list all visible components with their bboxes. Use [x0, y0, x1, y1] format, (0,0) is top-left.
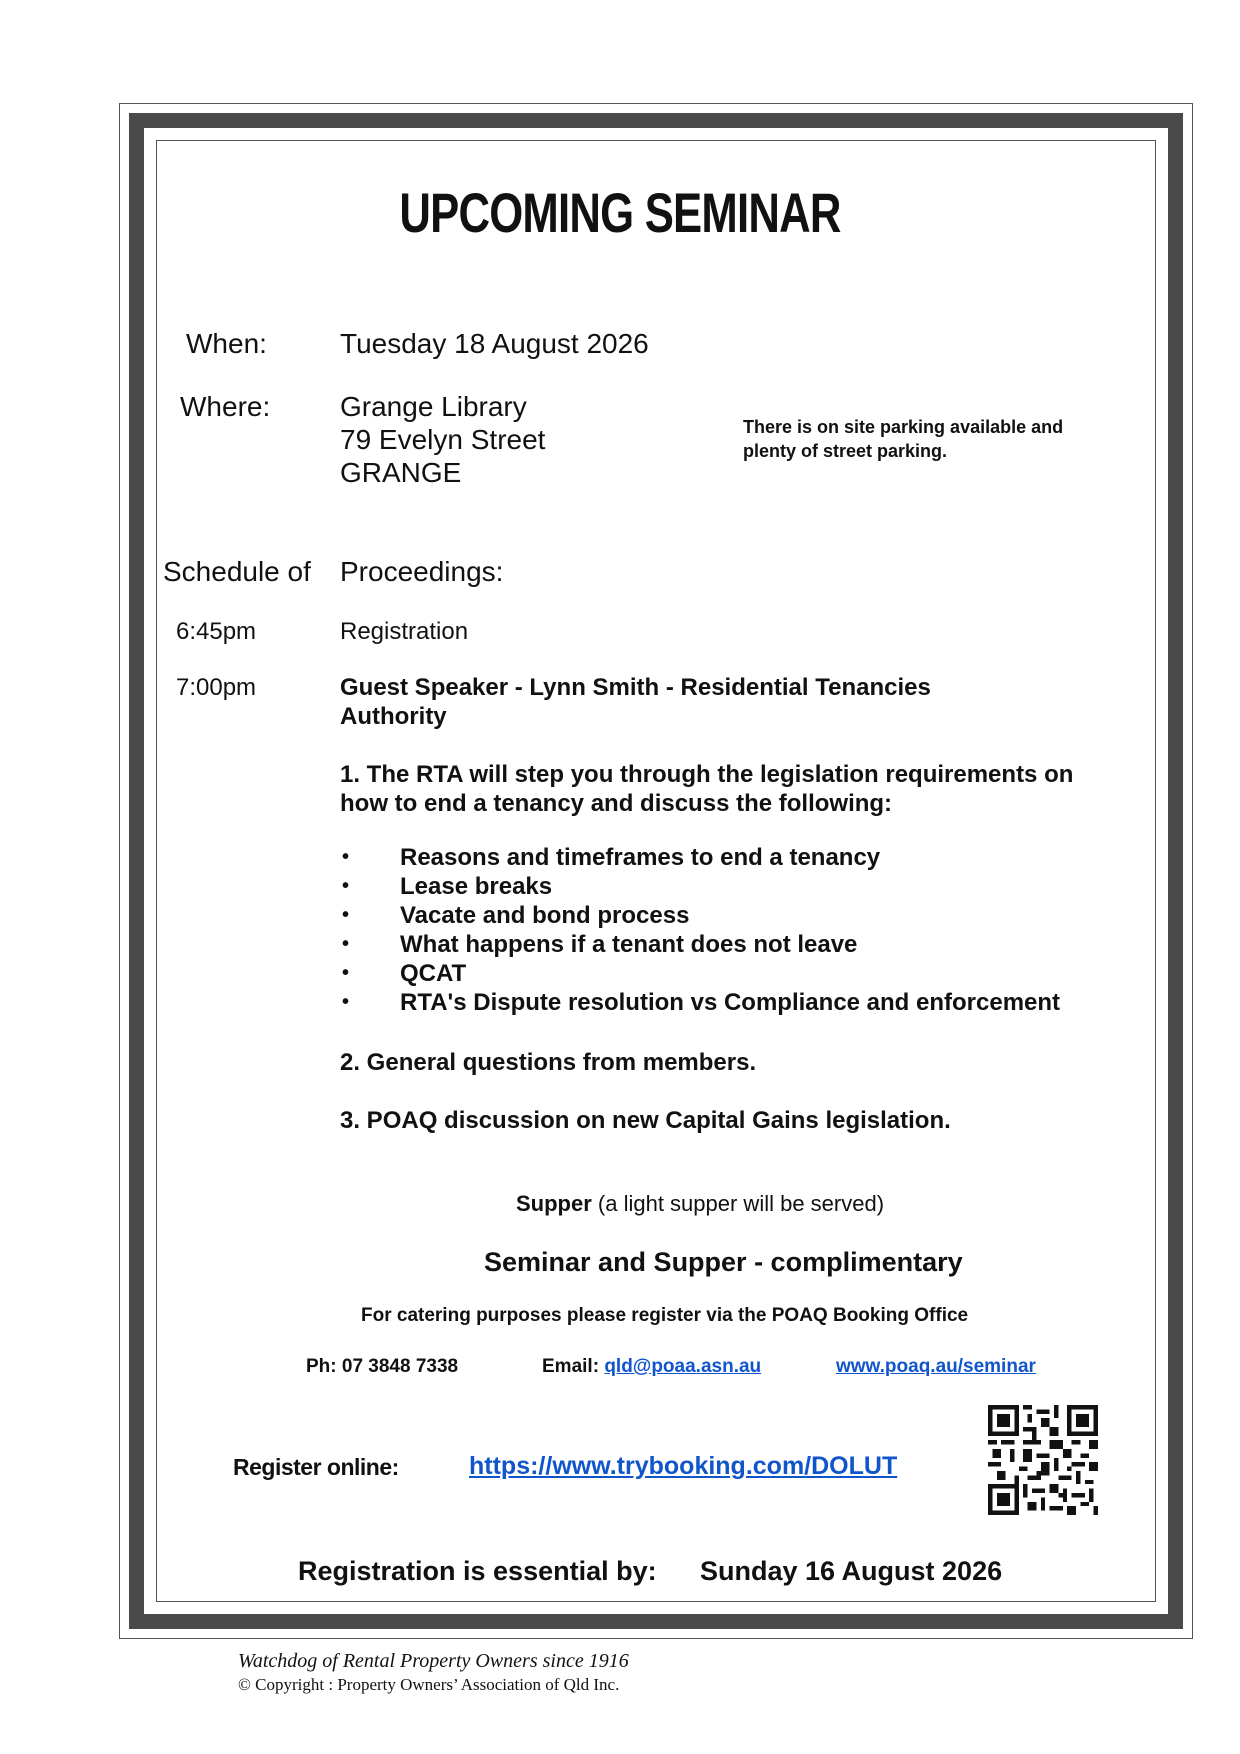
when-value: Tuesday 18 August 2026	[340, 328, 649, 359]
registration-time: 6:45pm	[176, 618, 257, 645]
email-link[interactable]: qld@poaa.asn.au	[604, 1356, 762, 1377]
point-1-line-2: how to end a tenancy and discuss the following:	[340, 790, 893, 817]
website-link[interactable]: www.poaq.au/seminar	[836, 1356, 1036, 1377]
registration-label: Registration	[340, 618, 469, 645]
phone-number: Ph: 07 3848 7338	[306, 1356, 459, 1377]
where-line-3: GRANGE	[340, 457, 462, 488]
parking-note-1: There is on site parking available and	[743, 417, 1064, 437]
list-item: • Vacate and bond process	[340, 901, 1060, 930]
where-line-2: 79 Evelyn Street	[340, 424, 546, 455]
where-label: Where:	[180, 391, 271, 422]
page-title: UPCOMING SEMINAR	[399, 181, 841, 244]
schedule-heading-right: Proceedings:	[340, 556, 504, 587]
speaker-line-2: Authority	[340, 703, 447, 730]
register-label: Register online:	[233, 1454, 399, 1480]
supper-note: (a light supper will be served)	[591, 1191, 885, 1216]
deadline-date: Sunday 16 August 2026	[700, 1556, 1003, 1586]
point-1-line-1: 1. The RTA will step you through the legislation requirements on	[340, 761, 1074, 788]
parking-note-2: plenty of street parking.	[743, 441, 948, 461]
when-label: When:	[186, 328, 267, 359]
point-3: 3. POAQ discussion on new Capital Gains legislation.	[340, 1107, 951, 1134]
footer-tagline: Watchdog of Rental Property Owners since 1916	[238, 1650, 629, 1672]
register-link[interactable]: https://www.trybooking.com/DOLUT	[469, 1452, 898, 1480]
qr-code-icon	[988, 1405, 1098, 1515]
footer-copyright: © Copyright : Property Owners’ Association of Qld Inc.	[238, 1675, 620, 1694]
catering-note: For catering purposes please register via the POAQ Booking Office	[361, 1305, 969, 1326]
supper-line	[516, 1191, 884, 1217]
email-line	[542, 1356, 761, 1378]
list-item: • RTA's Dispute resolution vs Compliance and enforcement	[340, 988, 1060, 1017]
list-item: • QCAT	[340, 959, 1060, 988]
list-item: • What happens if a tenant does not leave	[340, 930, 1060, 959]
supper-label: Supper	[516, 1191, 592, 1216]
schedule-heading-left: Schedule of	[163, 556, 311, 587]
speaker-time: 7:00pm	[176, 674, 257, 701]
deadline-label: Registration is essential by:	[298, 1556, 657, 1586]
speaker-line-1: Guest Speaker - Lynn Smith - Residential Tenancies	[340, 674, 931, 701]
list-item: • Reasons and timeframes to end a tenancy	[340, 843, 1060, 872]
where-line-1: Grange Library	[340, 391, 527, 422]
complimentary-line: Seminar and Supper - complimentary	[484, 1247, 963, 1277]
point-2: 2. General questions from members.	[340, 1049, 757, 1076]
email-label: Email:	[542, 1356, 605, 1377]
topic-list	[340, 843, 1060, 1017]
list-item: • Lease breaks	[340, 872, 1060, 901]
